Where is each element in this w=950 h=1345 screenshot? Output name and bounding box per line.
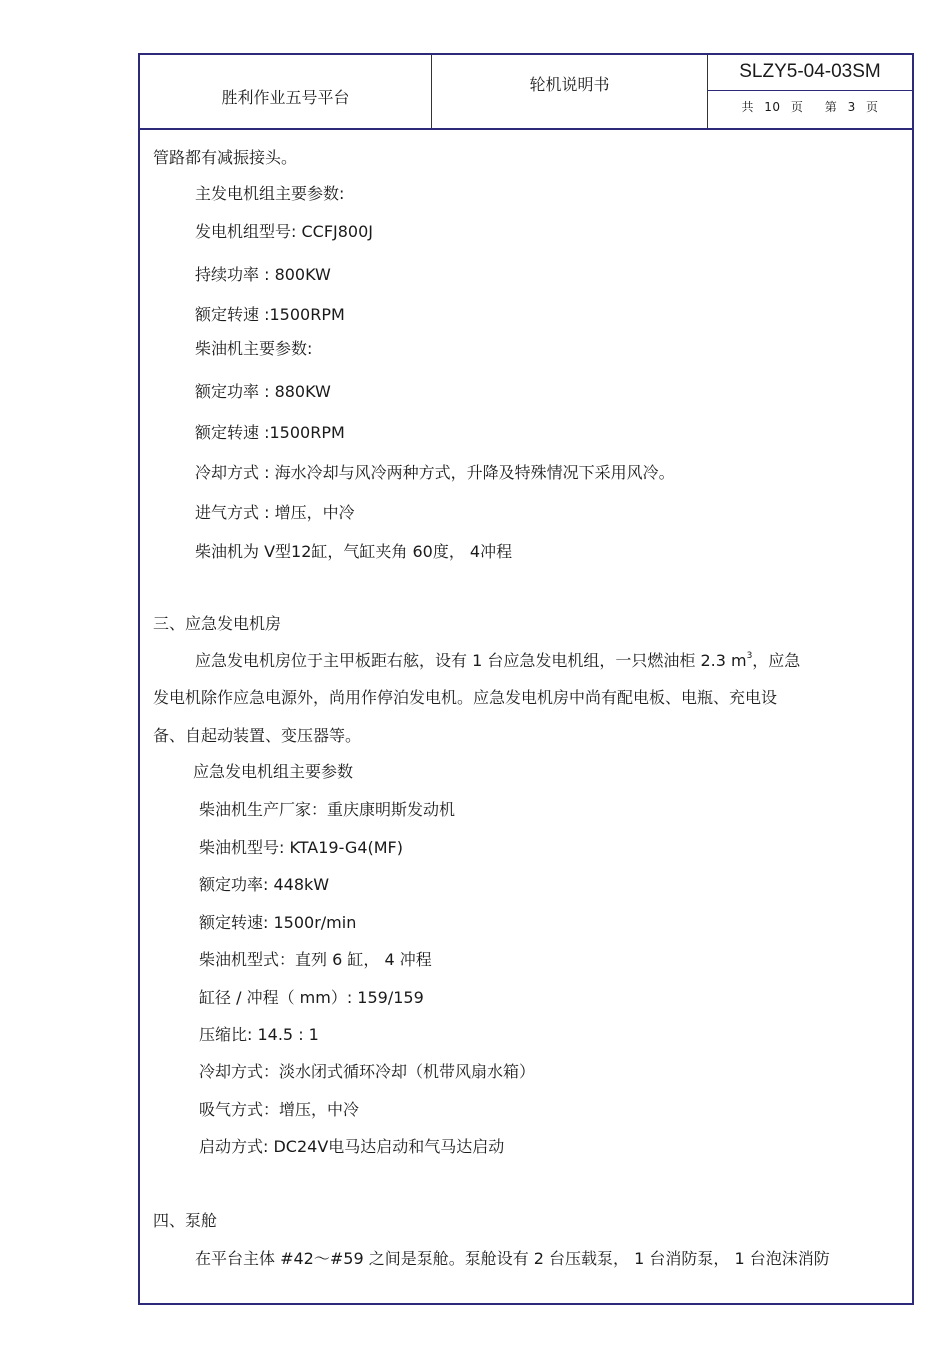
paragraph-text: ，应急 [752,651,801,670]
page-label: 第 [824,100,838,114]
paragraph-line [195,651,800,674]
text-line: 冷却方式 : 海水冷却与风冷两种方式，升降及特殊情况下采用风冷。 [195,463,675,482]
total-pages: 10 [764,100,781,114]
paragraph-line: 在平台主体 #42～#59 之间是泵舱。泵舱设有 2 台压载泵， 1 台消防泵， 1 台泡沫消防 [195,1249,830,1268]
document-code: SLZY5-04-03SM [708,55,912,91]
text-line: 主发电机组主要参数: [195,184,345,203]
header-code-cell [708,55,912,128]
document-header [140,55,912,130]
text-line: 额定功率 : 880KW [195,382,331,401]
platform-name: 胜利作业五号平台 [221,88,350,107]
superscript: 3 [746,651,753,661]
text-line: 进气方式 : 增压，中冷 [195,503,355,522]
text-line: 柴油机型式：直列 6 缸， 4 冲程 [199,950,432,969]
text-line: 柴油机主要参数: [195,339,313,358]
text-line: 冷却方式：淡水闭式循环冷却（机带风扇水箱） [199,1062,536,1081]
total-label: 共 [741,100,754,114]
text-line: 柴油机为 V型12缸，气缸夹角 60度， 4冲程 [195,542,513,561]
text-line: 持续功率 : 800KW [195,265,331,284]
paragraph-text: 应急发电机房位于主甲板距右舷，设有 1 台应急发电机组，一只燃油柜 2.3 m [195,651,747,670]
section-heading: 四、泵舱 [153,1211,218,1230]
text-line: 缸径 / 冲程（ mm）: 159/159 [199,988,424,1007]
text-line: 柴油机型号: KTA19-G4(MF) [199,838,403,857]
document-title: 轮机说明书 [529,75,610,94]
text-line: 吸气方式：增压，中冷 [199,1100,360,1119]
text-line: 额定转速 :1500RPM [195,305,345,324]
paragraph-line: 发电机除作应急电源外，尚用作停泊发电机。应急发电机房中尚有配电板、电瓶、充电设 [153,688,778,707]
text-line: 额定转速: 1500r/min [199,913,357,932]
total-unit: 页 [790,100,804,114]
text-line: 应急发电机组主要参数 [193,762,354,781]
text-line: 额定转速 :1500RPM [195,423,345,442]
text-line: 额定功率: 448kW [199,875,330,894]
page-unit: 页 [866,100,879,114]
text-line: 压缩比: 14.5 : 1 [199,1025,319,1044]
text-line: 管路都有减振接头。 [153,148,298,167]
text-line: 发电机组型号: CCFJ800J [195,222,374,241]
text-line: 启动方式: DC24V电马达启动和气马达启动 [199,1137,505,1156]
paragraph-line: 备、自起动装置、变压器等。 [153,726,362,745]
page-counter [708,91,912,128]
section-heading: 三、应急发电机房 [153,614,282,633]
header-platform-cell [140,55,432,128]
page-number: 3 [847,100,856,114]
header-title-cell [432,55,708,128]
text-line: 柴油机生产厂家：重庆康明斯发动机 [199,800,456,819]
